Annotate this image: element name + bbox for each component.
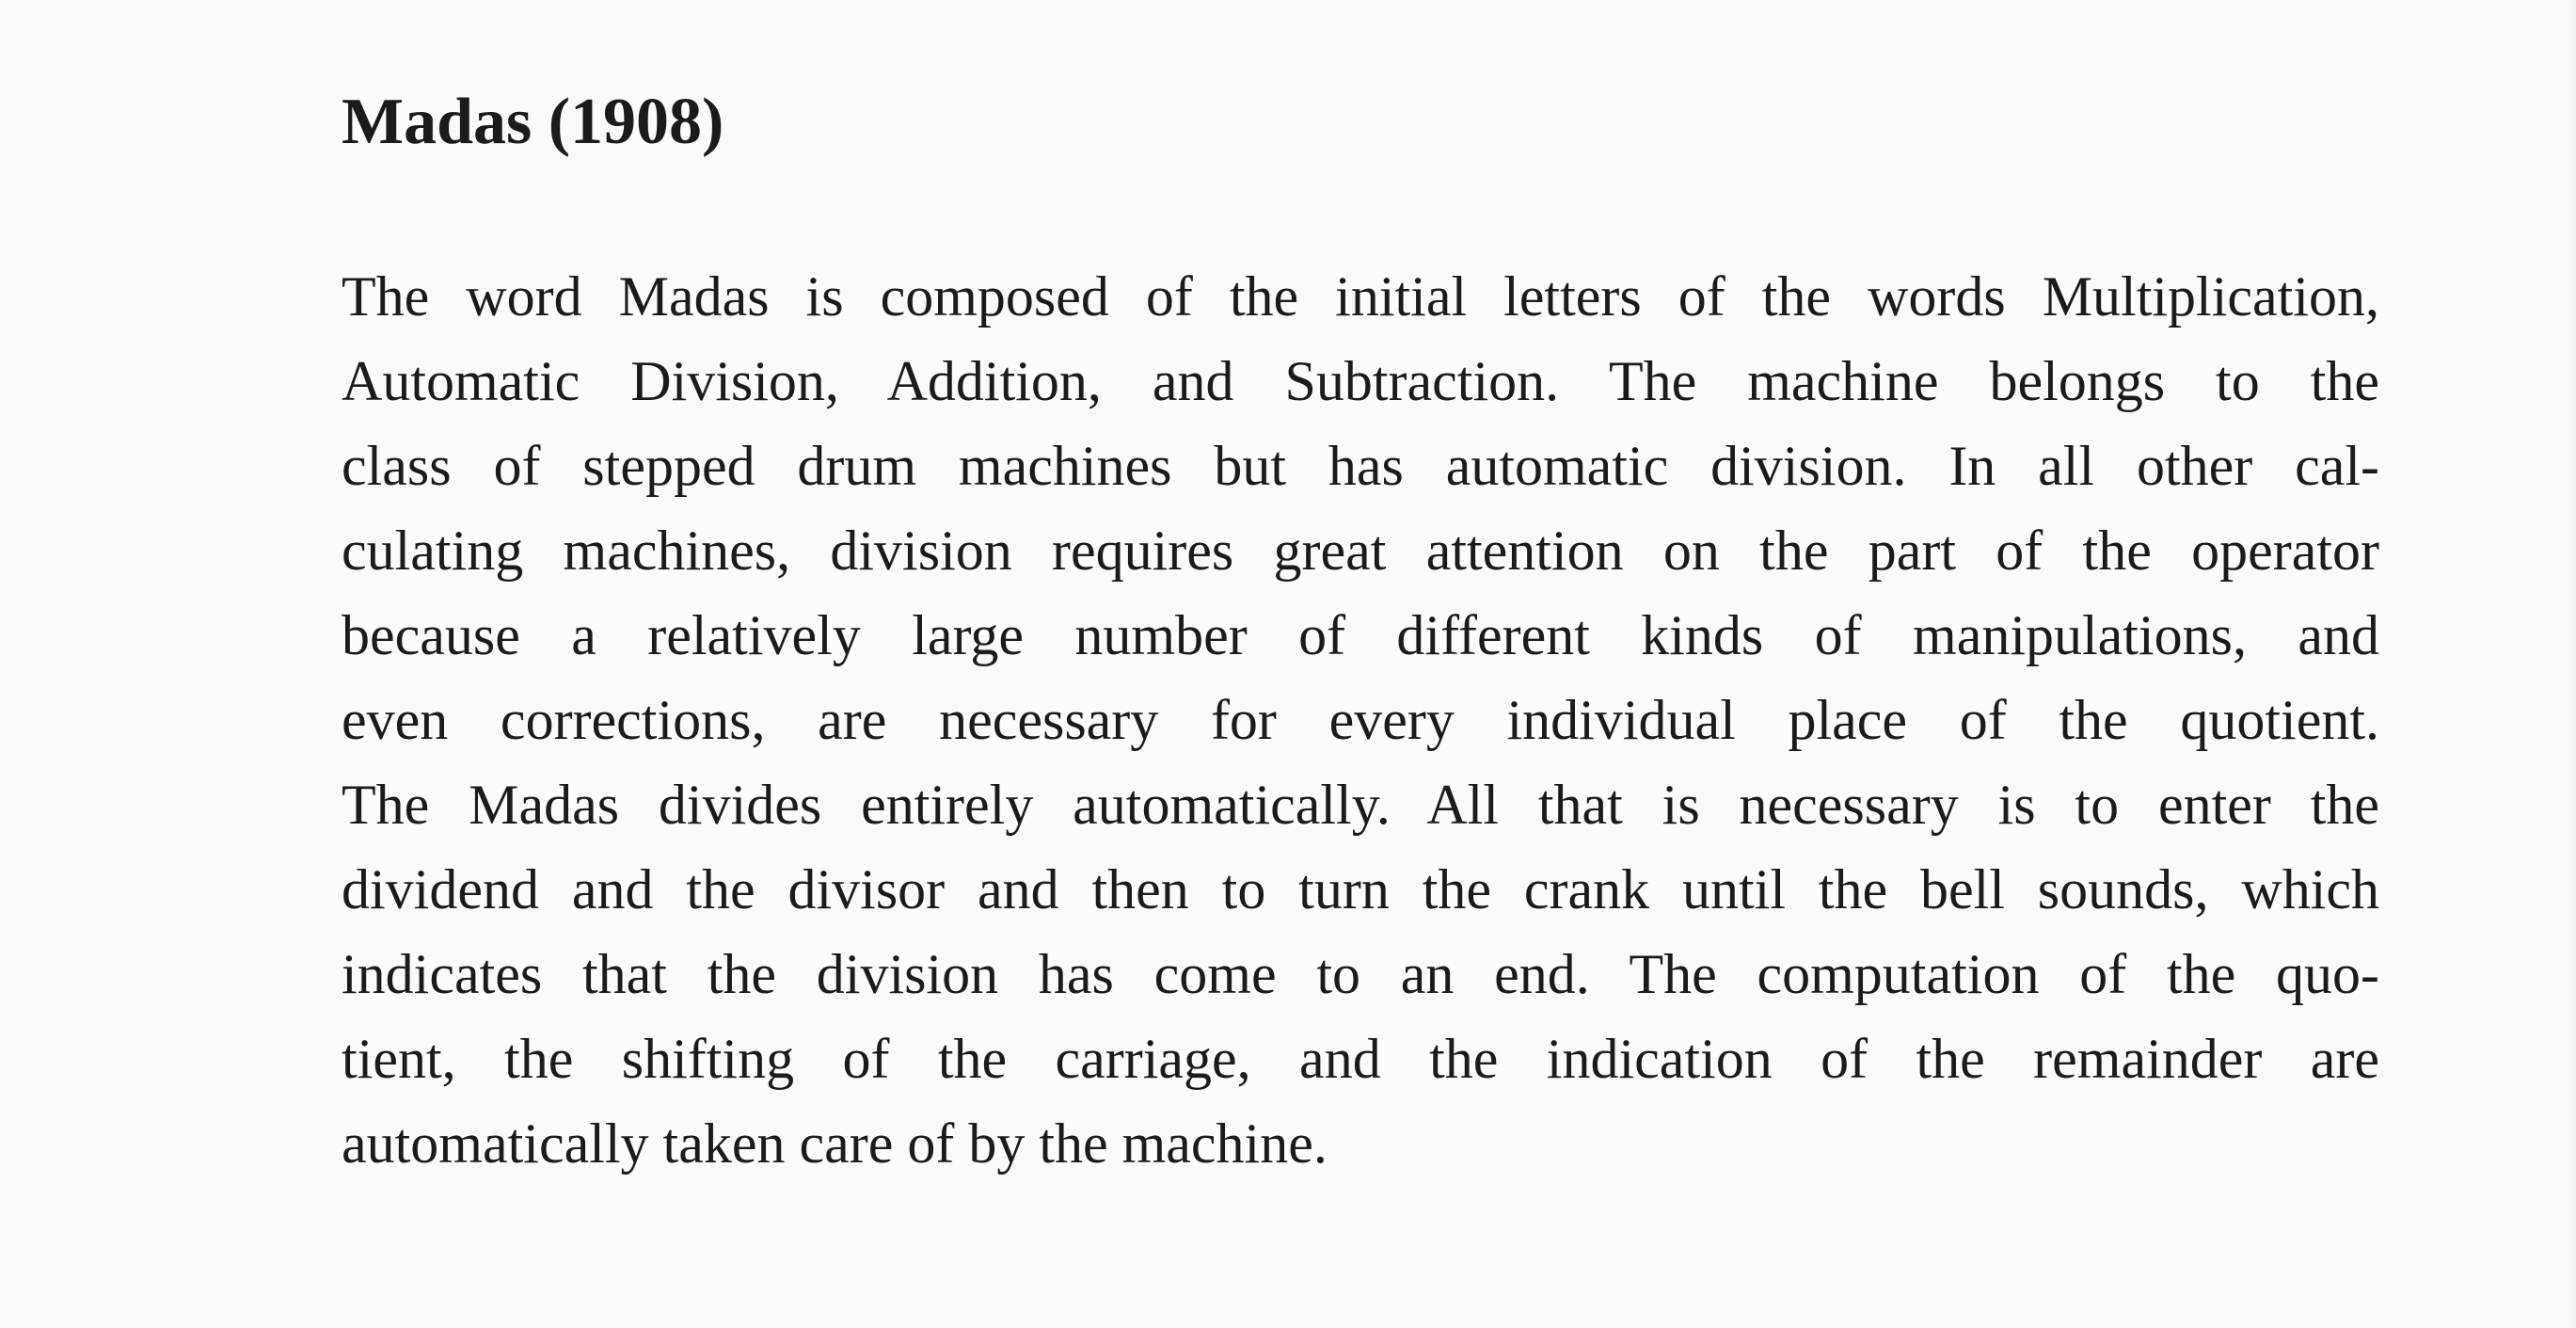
page-edge-shadow [2568,0,2576,1328]
paragraph-line: automatically taken care of by the machine. [342,1112,1328,1175]
paragraph-line: dividend and the divisor and then to turn the crank until the bell sounds, which [342,858,2379,920]
paragraph-line: indicates that the division has come to an end. The computation of the quo- [342,943,2379,1005]
paragraph-line: The Madas divides entirely automatically. All that is necessary is to enter the [342,774,2379,836]
paragraph-line: because a relatively large number of different kinds of manipulations, and [342,604,2379,666]
paragraph-line: class of stepped drum machines but has automatic division. In all other cal- [342,435,2379,497]
paragraph-line: culating machines, division requires great attention on the part of the operator [342,520,2379,582]
paragraph-line: Automatic Division, Addition, and Subtraction. The machine belongs to the [342,350,2379,412]
paragraph-line: The word Madas is composed of the initial letters of the words Multiplication, [342,265,2379,328]
paragraph-line: even corrections, are necessary for every individual place of the quotient. [342,689,2379,751]
body-paragraph [342,254,2379,1186]
paragraph-line: tient, the shifting of the carriage, and the indication of the remainder are [342,1028,2379,1090]
section-heading: Madas (1908) [342,86,724,158]
